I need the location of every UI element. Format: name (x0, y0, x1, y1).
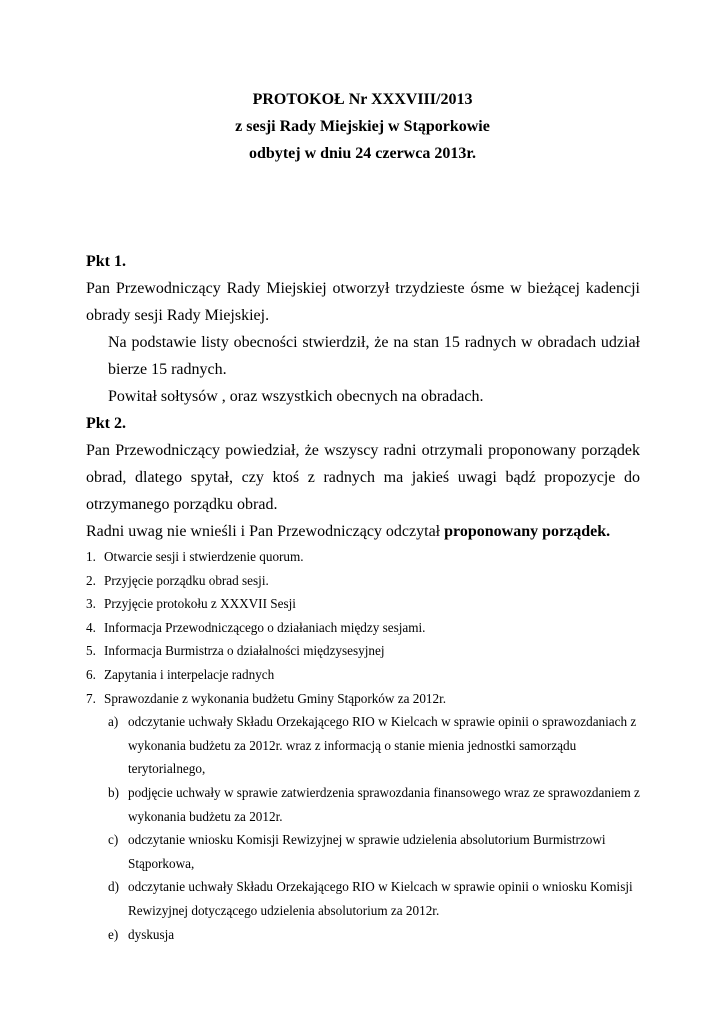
pkt2-paragraph-agenda-read (86, 518, 640, 545)
document-header (0, 86, 725, 167)
agenda-subitem-letter: c) (108, 832, 119, 848)
pkt1-paragraph-greeting: Powitał sołtysów , oraz wszystkich obecnych na obradach. (108, 388, 484, 405)
agenda-subitem-letter: b) (108, 784, 119, 800)
agenda-item-number: 2. (86, 572, 96, 588)
agenda-subitem-letter: a) (108, 714, 119, 730)
agenda-item-text: Przyjęcie protokołu z XXXVII Sesji (104, 596, 296, 612)
agenda-subitem (108, 781, 640, 828)
agenda-item (86, 569, 640, 593)
agenda-item-text: Informacja Burmistrza o działalności międzysesyjnej (104, 643, 385, 659)
agenda-item (86, 639, 640, 663)
document-subtitle-date: odbytej w dniu 24 czerwca 2013r. (249, 145, 476, 162)
agenda-item-text: Zapytania i interpelacje radnych (104, 666, 275, 682)
agenda-item (86, 616, 640, 640)
agenda-item-number: 3. (86, 596, 96, 612)
agenda-item-text: Informacja Przewodniczącego o działaniach między sesjami. (104, 619, 426, 635)
agenda-item (86, 687, 640, 711)
agenda-item-number: 5. (86, 643, 96, 659)
pkt2-paragraph-agenda-question: Pan Przewodniczący powiedział, że wszyscy radni otrzymali proponowany porządek obrad, dlatego spytał, czy ktoś z radnych ma jakieś uwagi bądź propozycje do otrzymanego porządku obrad. (86, 442, 640, 513)
pkt2-agenda-read-text: Radni uwag nie wnieśli i Pan Przewodniczący odczytał (86, 523, 445, 540)
agenda-subitem-letter: e) (108, 926, 119, 942)
agenda-subitem-text: odczytanie uchwały Składu Orzekającego RIO w Kielcach w sprawie opinii o wniosku Komisji Rewizyjnej dotyczącego udzielenia absolutorium za 2012r. (128, 879, 633, 918)
agenda-subitem-text: podjęcie uchwały w sprawie zatwierdzenia sprawozdania finansowego wraz ze sprawozdaniem z wykonania budżetu za 2012r. (128, 784, 640, 824)
agenda-subitem (108, 923, 640, 947)
pkt2-agenda-read-bold: proponowany porządek. (444, 523, 611, 540)
agenda-item (86, 545, 640, 569)
pkt2-heading: Pkt 2. (86, 415, 126, 432)
agenda-item-number: 4. (86, 619, 96, 635)
agenda-item-text: Przyjęcie porządku obrad sesji. (104, 572, 269, 588)
agenda-item-text: Sprawozdanie z wykonania budżetu Gminy Stąporków za 2012r. (104, 690, 447, 706)
pkt1-paragraph-opening: Pan Przewodniczący Rady Miejskiej otworzył trzydzieste ósme w bieżącej kadencji obrady sesji Rady Miejskiej. (86, 280, 640, 324)
agenda-item (86, 663, 640, 687)
agenda-item-number: 6. (86, 666, 96, 682)
agenda-item-text: Otwarcie sesji i stwierdzenie quorum. (104, 549, 304, 564)
agenda-item-number: 7. (86, 690, 96, 706)
document-subtitle-session: z sesji Rady Miejskiej w Stąporkowie (235, 118, 490, 135)
agenda-subitem (108, 875, 640, 922)
agenda-subitem-text: dyskusja (128, 926, 175, 942)
agenda-subitem (108, 828, 640, 875)
agenda-subitem (108, 710, 640, 781)
document-body (86, 248, 640, 946)
agenda-subitem-letter: d) (108, 879, 119, 895)
agenda-list (86, 545, 640, 710)
agenda-item (86, 592, 640, 616)
agenda-subitem-list (86, 710, 640, 946)
pkt1-paragraph-attendance: Na podstawie listy obecności stwierdził, że na stan 15 radnych w obradach udział bierze 15 radnych. (108, 334, 640, 378)
pkt1-heading: Pkt 1. (86, 253, 126, 270)
agenda-item-number: 1. (86, 549, 96, 564)
agenda-subitem-text: odczytanie wniosku Komisji Rewizyjnej w sprawie udzielenia absolutorium Burmistrzowi Stąporkowa, (128, 832, 606, 871)
agenda-subitem-text: odczytanie uchwały Składu Orzekającego RIO w Kielcach w sprawie opinii o sprawozdaniach z wykonania budżetu za 2012r. wraz z informacją o stanie mienia jednostki samorządu terytorialnego, (128, 714, 637, 777)
document-title: PROTOKOŁ Nr XXXVIII/2013 (252, 91, 473, 108)
